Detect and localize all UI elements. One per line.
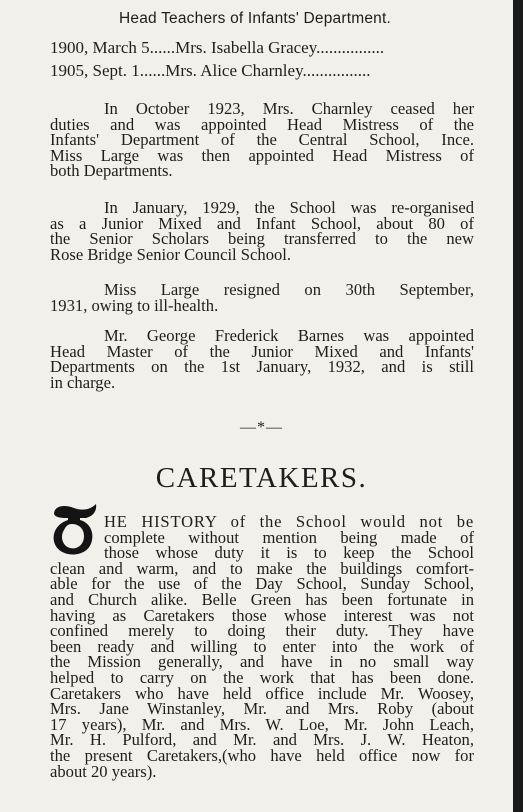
paragraph-line: Head Master of the Junior Mixed and Infants' — [50, 341, 474, 361]
paragraph-line: complete without mention being made of — [104, 527, 474, 547]
paragraph-line: duties and was appointed Head Mistress of the — [50, 114, 474, 134]
paragraph-line: 17 years), Mr. and Mrs. W. Loe, Mr. John Leach, — [50, 714, 474, 734]
head-teacher-entry-1 — [50, 38, 475, 58]
paragraph-line: and Church alike. Belle Green has been fortunate in — [50, 589, 474, 609]
section-heading: Head Teachers of Infants' Department. — [119, 10, 391, 27]
entry-date: 1900, March 5 — [50, 38, 150, 57]
paragraph-line: about 20 years). — [50, 761, 157, 781]
paragraph-barnes — [50, 328, 474, 390]
paragraph-line: clean and warm, and to make the buildings comfort- — [50, 558, 474, 578]
paragraph-line: Infants' Department of the Central School, Ince. — [50, 130, 474, 149]
paragraph-line: helped to carry on the work that has been done. — [50, 667, 474, 687]
paragraph-line: Caretakers who have held office include Mr. Woosey, — [50, 683, 474, 703]
paragraph-line: Mrs. Jane Winstanley, Mr. and Mrs. Roby (about — [50, 699, 474, 719]
paragraph-line: able for the use of the Day School, Sunday School, — [50, 574, 474, 594]
caretakers-title: CARETAKERS. — [155, 462, 368, 494]
paragraph-line: In October 1923, Mrs. Charnley ceased her — [104, 99, 474, 118]
paragraph-charnley — [50, 101, 474, 179]
caretakers-body — [50, 514, 474, 779]
entry-leader: ...... — [149, 38, 176, 57]
paragraph-resignation — [50, 282, 474, 313]
paragraph-line: Miss Large resigned on 30th September, — [104, 280, 474, 299]
paragraph-reorganisation — [50, 200, 474, 262]
paragraph-line: both Departments. — [50, 161, 173, 180]
paragraph-line: been ready and willing to enter into the work of — [50, 636, 474, 656]
paragraph-line: having as Caretakers those whose interest was not — [50, 605, 474, 625]
paragraph-line: Miss Large was then appointed Head Mistress of — [50, 145, 474, 165]
paragraph-line: HE HISTORY of the School would not be — [104, 512, 474, 531]
paragraph-line: Mr. H. Pulford, and Mr. and Mrs. J. W. Heaton, — [50, 730, 474, 750]
entry-dots: ................ — [302, 61, 371, 80]
paragraph-line: in charge. — [50, 372, 116, 392]
paragraph-line: confined merely to doing their duty. They have — [50, 621, 474, 641]
paragraph-line: the present Caretakers,(who have held office now for — [50, 745, 474, 765]
entry-dots: ................ — [316, 38, 385, 57]
paragraph-line: as a Junior Mixed and Infant School, about 80 of — [50, 213, 474, 233]
entry-leader: ...... — [139, 61, 166, 80]
head-teacher-entry-2 — [50, 61, 475, 81]
paragraph-line: the Senior Scholars being transferred to the new — [50, 229, 474, 248]
paragraph-line: Mr. George Frederick Barnes was appointed — [104, 326, 474, 345]
entry-name: Mrs. Isabella Gracey — [175, 38, 317, 57]
paragraph-line: the Mission generally, and have in no small way — [50, 652, 474, 672]
entry-name: Mrs. Alice Charnley — [165, 61, 303, 80]
paragraph-line: Rose Bridge Senior Council School. — [50, 244, 292, 264]
page-edge-shadow — [513, 0, 523, 812]
paragraph-line: 1931, owing to ill-health. — [50, 295, 219, 315]
paragraph-line: those whose duty it is to keep the School — [104, 543, 474, 563]
paragraph-line: Departments on the 1st January, 1932, and is still — [50, 357, 474, 376]
paragraph-line: In January, 1929, the School was re-organised — [104, 198, 474, 217]
section-divider: —*— — [240, 419, 283, 436]
entry-date: 1905, Sept. 1 — [50, 61, 140, 80]
